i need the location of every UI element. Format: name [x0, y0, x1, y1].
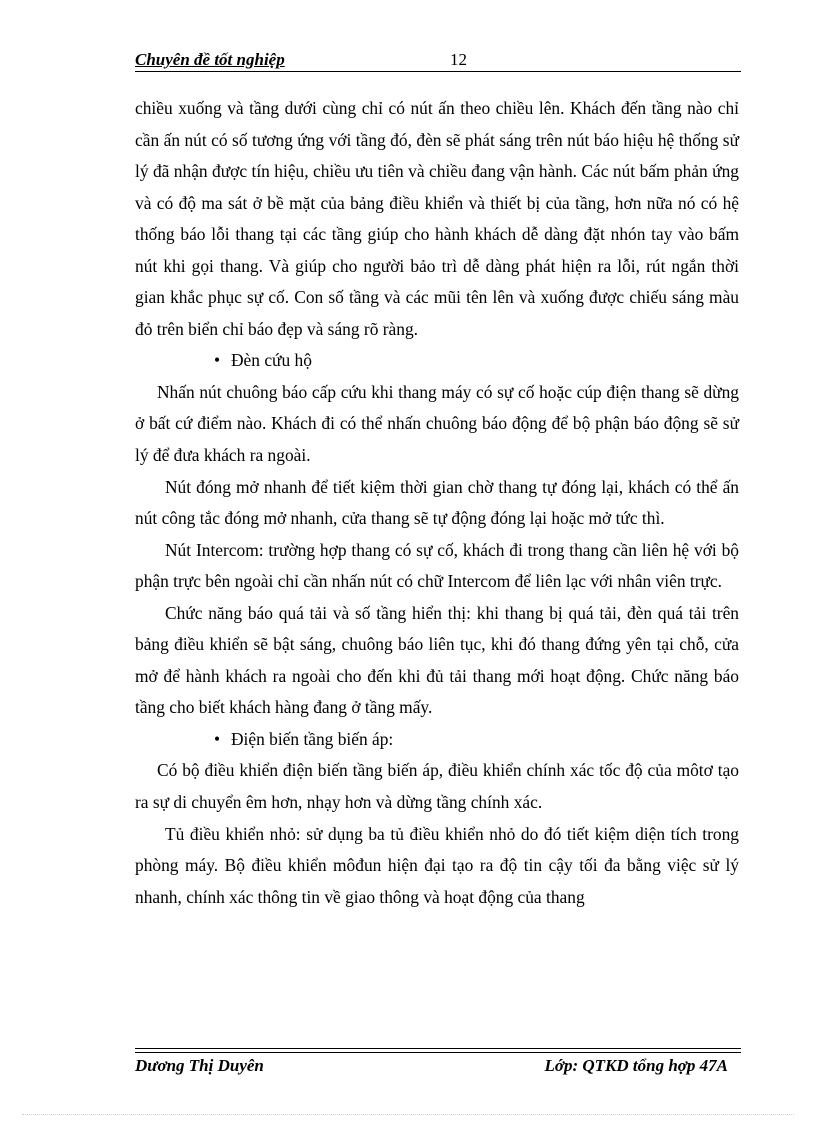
bullet-text-2: Điện biến tầng biến áp: — [231, 728, 394, 749]
paragraph-7: Tủ điều khiển nhỏ: sử dụng ba tủ điều khiển nhỏ do đó tiết kiệm diện tích trong phòng máy. Bộ điều khiển môđun hiện đại tạo ra độ tin cậy tối đa bằng việc sử lý nhanh, chính xác thông tin về giao thông và hoạt động của thang — [135, 823, 739, 907]
header-title: Chuyên đề tốt nghiệp — [135, 50, 285, 69]
paragraph-6: Có bộ điều khiển điện biến tầng biến áp, điều khiển chính xác tốc độ của môtơ tạo ra sự di chuyển êm hơn, nhạy hơn và dừng tầng chính xác. — [135, 760, 739, 813]
bullet-icon: • — [214, 350, 221, 371]
paragraph-1: chiều xuống và tầng dưới cùng chỉ có nút ấn theo chiều lên. Khách đến tầng nào chỉ cần ấn nút có số tương ứng với tầng đó, đèn sẽ phát sáng trên nút báo hiệu hệ thống sử lý đã nhận được tín hiệu, chiều ưu tiên và chiều đang vận hành. Các nút bấm phản ứng và có độ ma sát ở bề mặt của bảng điều khiển và thiết bị của tầng, hơn nữa nó có hệ thống báo lỗi thang tại các tầng giúp cho hành khách dễ dàng đặt nhón tay vào bấm nút khi gọi thang. Và giúp cho người bảo trì dễ dàng phát hiện ra lỗi, rút ngắn thời gian khắc phục sự cố. Con số tầng và các mũi tên lên và xuống được chiếu sáng màu đỏ trên biển chỉ báo đẹp và sáng rõ ràng. — [135, 98, 739, 339]
paragraph-2: Nhấn nút chuông báo cấp cứu khi thang máy có sự cố hoặc cúp điện thang sẽ dừng ở bất cứ điểm nào. Khách đi có thể nhấn chuông báo động để bộ phận báo động sẽ sử lý để đưa khách ra ngoài. — [135, 381, 739, 466]
body-text — [135, 93, 739, 913]
bullet-icon: • — [214, 728, 221, 749]
page-edge — [22, 1114, 794, 1115]
footer-rule-double — [135, 1052, 741, 1053]
footer-class: Lớp: QTKD tổng hợp 47A — [544, 1056, 728, 1075]
paragraph-3: Nút đóng mở nhanh để tiết kiệm thời gian chờ thang tự đóng lại, khách có thể ấn nút công tắc đóng mở nhanh, cửa thang sẽ tự động đóng lại hoặc mở tức thì. — [135, 476, 739, 529]
page-number: 12 — [450, 50, 467, 69]
header-rule — [135, 71, 741, 72]
paragraph-4: Nút Intercom: trường hợp thang có sự cố, khách đi trong thang cần liên hệ với bộ phận trực bên ngoài chỉ cần nhấn nút có chữ Intercom để liên lạc với nhân viên trực. — [135, 539, 739, 592]
page-header — [135, 46, 741, 72]
bullet-text-1: Đèn cứu hộ — [231, 350, 312, 371]
footer-author: Dương Thị Duyên — [135, 1056, 264, 1075]
bullet-item-1 — [135, 345, 739, 377]
footer-rule — [135, 1048, 741, 1049]
paragraph-5: Chức năng báo quá tải và số tầng hiển thị: khi thang bị quá tải, đèn quá tải trên bảng điều khiển sẽ bật sáng, chuông báo liên tục, khi đó thang đứng yên tại chỗ, cửa mở để hành khách ra ngoài cho đến khi đủ tải thang mới hoạt động. Chức năng báo tầng cho biết khách hàng đang ở tầng mấy. — [135, 602, 739, 718]
bullet-item-2 — [135, 724, 739, 756]
